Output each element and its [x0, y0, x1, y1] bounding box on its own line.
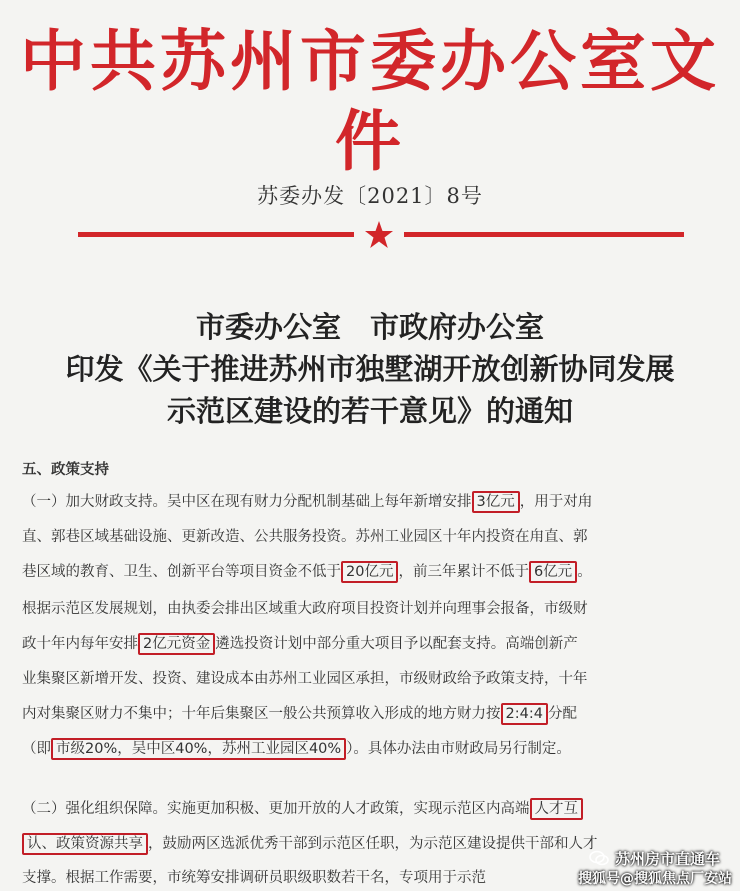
highlight-ratio: 2:4:4: [501, 703, 548, 725]
text-span: 巷区域的教育、卫生、创新平台等项目资金不低于: [22, 564, 341, 580]
p1-line-1: [22, 490, 592, 511]
highlight-20yi: 20亿元: [341, 561, 398, 583]
document-number: 苏委办发〔2021〕8号: [257, 184, 483, 208]
highlight-allocation: 市级20%，吴中区40%，苏州工业园区40%: [51, 738, 346, 760]
title-line-2: 印发《关于推进苏州市独墅湖开放创新协同发展: [65, 352, 675, 386]
watermark-source: 搜狐号@搜狐焦点厂安站: [578, 871, 732, 887]
p1-line-5: [22, 632, 578, 653]
highlight-6yi: 6亿元: [529, 561, 577, 583]
text-span: （即: [22, 741, 51, 757]
text-span: 内对集聚区财力不集中；十年后集聚区一般公共预算收入形成的地方财力按: [22, 706, 501, 722]
document-masthead: 中共苏州市委办公室文件: [20, 23, 720, 180]
highlight-2yi-funds: 2亿元资金: [138, 633, 215, 655]
p1-line-4: 根据示范区发展规划，由执委会排出区域重大政府项目投资计划并向理事会报备，市级财: [22, 601, 588, 617]
text-span: ，前三年累计不低于: [398, 564, 529, 580]
title-line-3: 示范区建设的若干意见》的通知: [166, 394, 573, 428]
text-span: （一）加大财政支持。吴中区在现有财力分配机制基础上每年新增安排: [22, 494, 472, 510]
p1-line-6: 业集聚区新增开发、投资、建设成本由苏州工业园区承担，市级财政给予政策支持，十年: [22, 671, 588, 687]
document-body: [22, 0, 722, 891]
watermark-account-text: 苏州房市直通车: [614, 850, 720, 868]
text-span: ，用于对甪: [519, 494, 593, 510]
p1-line-8: [22, 737, 571, 758]
text-span: ）。具体办法由市财政局另行制定。: [346, 741, 571, 757]
watermark-account: [615, 848, 720, 869]
text-span: 。: [577, 564, 592, 580]
title-line-1: 市委办公室 市政府办公室: [195, 310, 544, 344]
text-span: 遴选投资计划中部分重大项目予以配套支持。高端创新产: [215, 636, 578, 652]
text-span: 分配: [547, 706, 577, 722]
highlight-3yi: 3亿元: [472, 491, 520, 513]
section-heading: 五、政策支持: [22, 462, 109, 478]
highlight-resource-sharing: 认、政策资源共享: [22, 833, 148, 855]
text-span: 政十年内每年安排: [22, 636, 138, 652]
wechat-icon: [589, 850, 609, 866]
text-span: （二）强化组织保障。实施更加积极、更加开放的人才政策，实现示范区内高端: [22, 801, 530, 817]
p2-line-1: [22, 797, 583, 818]
p2-line-3: 支撑。根据工作需要，市统筹安排调研员职级职数若干名，专项用于示范: [22, 870, 486, 886]
text-span: ，鼓励两区选派优秀干部到示范区任职，为示范区建设提供干部和人才: [148, 836, 598, 852]
p1-line-3: [22, 560, 592, 581]
p2-line-2: [22, 832, 598, 853]
p1-line-7: [22, 702, 577, 723]
p1-line-2: 直、郭巷区域基础设施、更新改造、公共服务投资。苏州工业园区十年内投资在甪直、郭: [22, 529, 588, 545]
highlight-talent: 人才互: [530, 798, 584, 820]
